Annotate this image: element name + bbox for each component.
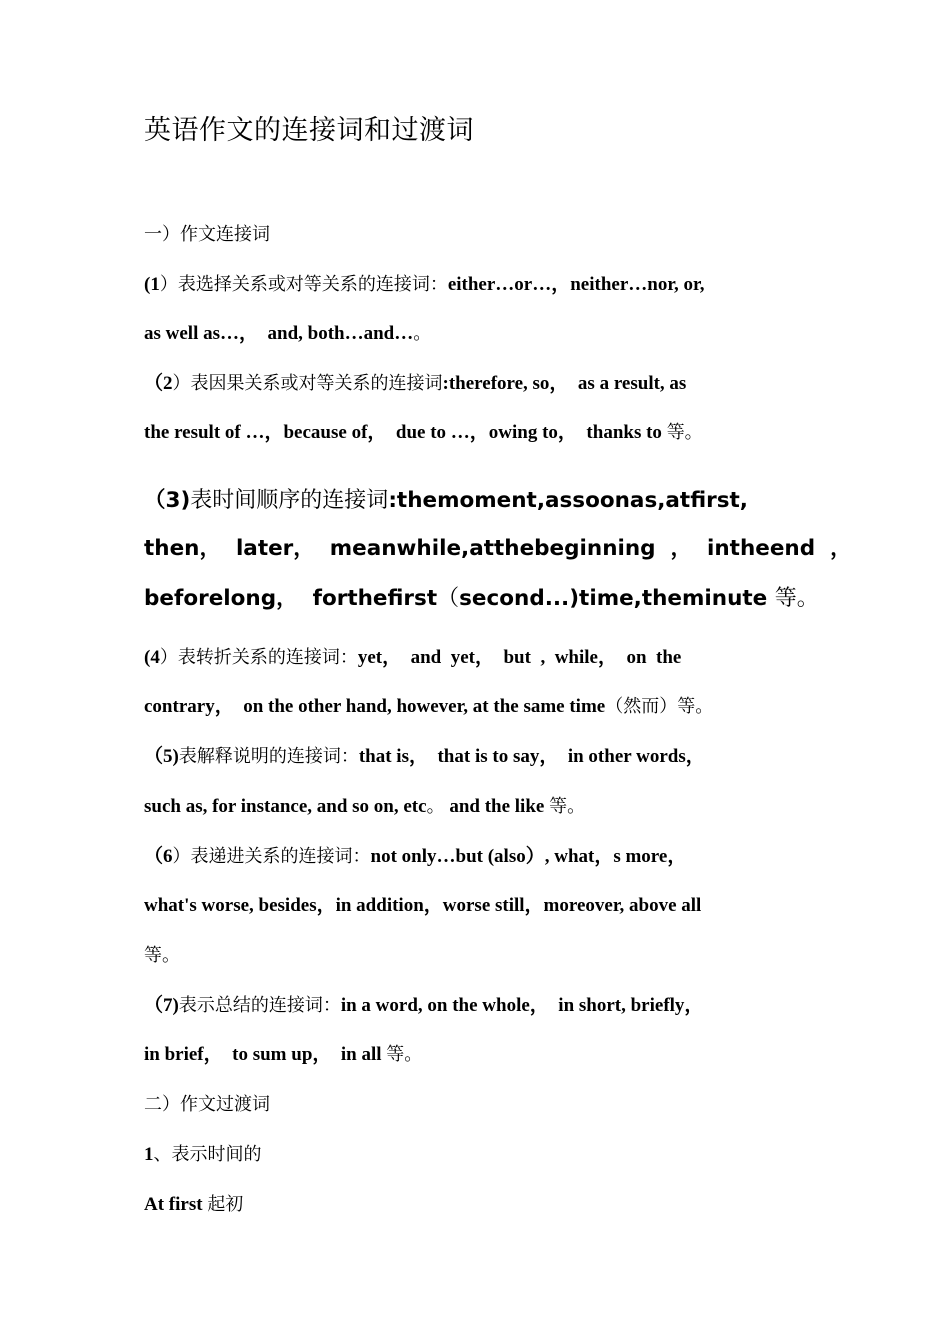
section-heading-connectives: 一）作文连接词 [144,224,270,245]
item-7-line-2: in brief， to sum up， in all 等。 [144,1044,423,1065]
item-2-line-1: （2）表因果关系或对等关系的连接词:therefore, so， as a result, as [144,373,687,394]
item-6-line-3: 等。 [144,945,180,966]
item-4-line-2: contrary， on the other hand, however, at the same time（然而）等。 [144,696,714,717]
item-6-line-2: what's worse, besides，in addition，worse still，moreover, above all [144,895,702,916]
item-6-line-1: （6）表递进关系的连接词：not only…but (also）, what，s more， [144,846,687,867]
item-1-line-2: as well as…， and, both…and…。 [144,323,432,344]
entry-at-first: At first 起初 [144,1194,244,1215]
item-7-line-1: （7)表示总结的连接词：in a word, on the whole， in short, briefly， [144,995,704,1016]
item-2-line-2: the result of …，because of， due to …，owing to， thanks to 等。 [144,422,703,443]
item-5-line-2: such as, for instance, and so on, etc。 and the like 等。 [144,796,586,817]
item-3-line-3: beforelong， forthefirst（second...)time,theminute 等。 [144,586,819,611]
document-title: 英语作文的连接词和过渡词 [144,115,474,146]
subsection-time: 1、表示时间的 [144,1144,262,1165]
section-heading-transitions: 二）作文过渡词 [144,1094,270,1115]
item-4-line-1: (4）表转折关系的连接词：yet， and yet， but , while， on the [144,647,682,668]
item-5-line-1: （5)表解释说明的连接词：that is， that is to say， in other words， [144,746,705,767]
item-3-line-2: then， later， meanwhile,atthebeginning ， intheend ， [144,536,852,561]
item-3-line-1: （3)表时间顺序的连接词:themoment,assoonas,atfirst, [144,488,748,513]
item-1-line-1: (1）表选择关系或对等关系的连接词：either…or…，neither…nor, or, [144,274,705,295]
